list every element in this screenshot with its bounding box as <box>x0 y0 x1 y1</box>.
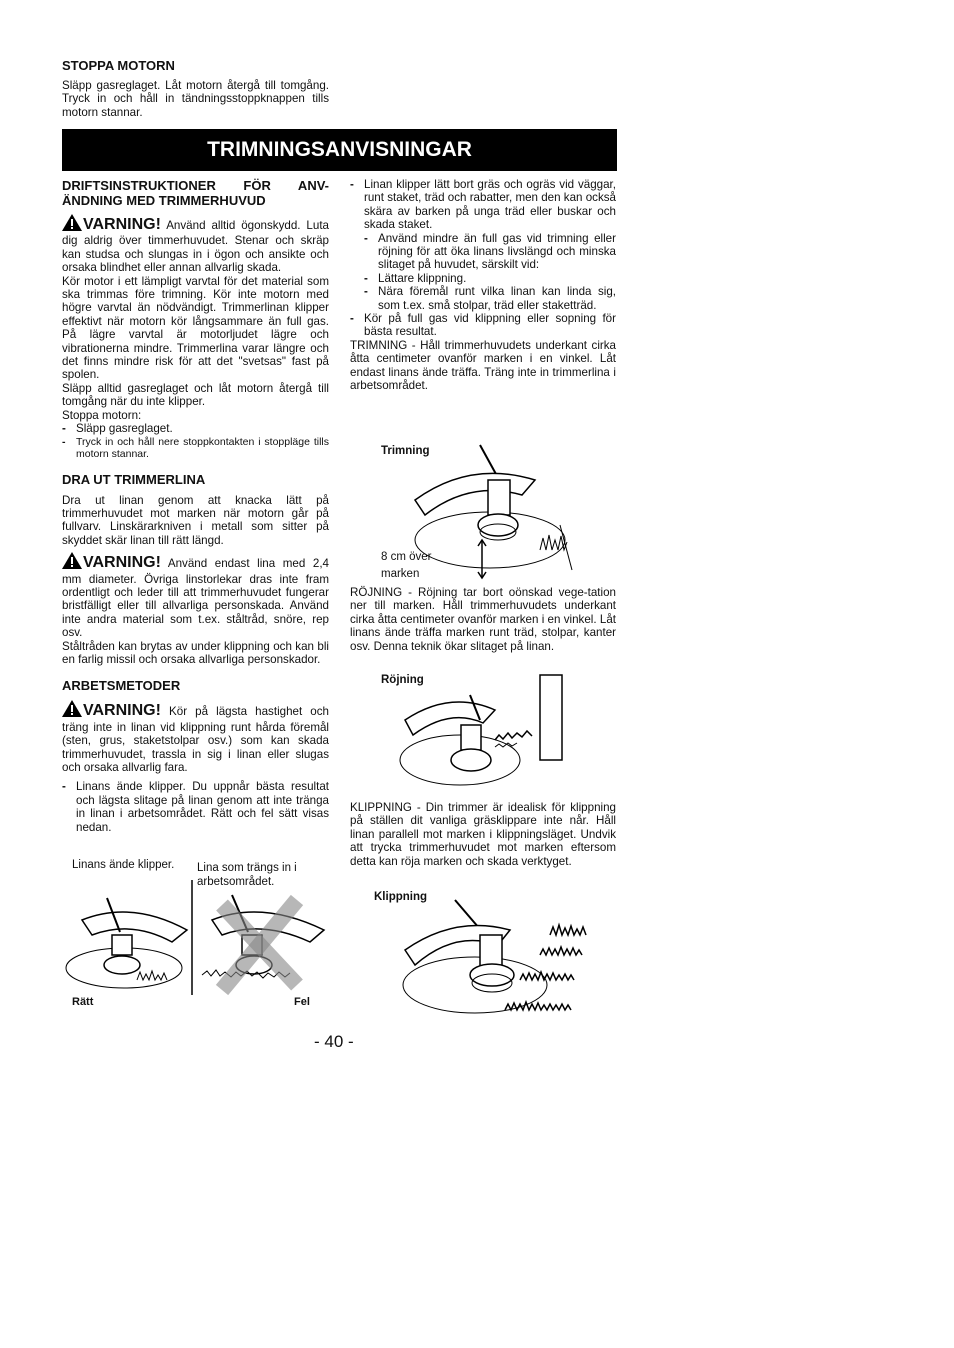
warning-triangle-icon <box>62 700 82 720</box>
rojning-section <box>350 586 616 653</box>
dra-text: Dra ut linan genom att knacka lätt på trimmerhuvudet mot marken när motorn går på fullvarv. Linskärarkniven i metall som sitter på skyddet skär linan till rätt längd. <box>62 493 329 547</box>
figure-label-fel-desc: Lina som trängs in i arbetsområdet. <box>197 862 297 888</box>
sub-list <box>350 232 616 312</box>
list-item: - Nära föremål runt vilka linan kan linda sig, som t.ex. små stolpar, träd eller staketträd. <box>364 285 616 312</box>
height-label: 8 cm över marken <box>381 551 432 580</box>
right-column <box>350 178 616 393</box>
stoppa-section <box>62 58 329 131</box>
stoppa-text: Släpp gasreglaget. Låt motorn återgå till tomgång. Tryck in och håll in tändningsstoppknappen tills motorn stannar. <box>62 79 329 119</box>
list-item: - Linan klipper lätt bort gräs och ogräs vid väggar, runt staket, träd och rabatter, men den kan också skära av barken på unga träd eller buskar och skada staket. <box>350 178 616 232</box>
warning-triangle-icon <box>62 214 82 234</box>
drift-heading: DRIFTSINSTRUKTIONER FÖR ANV-ÄNDNING MED TRIMMERHUVUD <box>62 178 329 208</box>
trimning-label: Trimning <box>381 445 430 457</box>
klippning-text: KLIPPNING - Din trimmer är idealisk för klippning på ställen dit vanliga gräsklippare inte når. Håll linan parallell mot marken i klippningsläget. Undvik att trycka trimmerhuvudet mot marken eftersom detta kan röja marken och skada verktyget. <box>350 801 616 868</box>
arbetsmetoder-heading: ARBETSMETODER <box>62 678 181 694</box>
klippning-figure <box>400 895 600 1030</box>
para-1: Kör motor i ett lämpligt varvtal för det material som ska trimmas före trimning. Kör inte motorn med högre varvtal än nödvändigt. Trimmerlinan klipper effektivt när motorn kör långsammare än full gas. På lägre varvtal är motorljudet lägre och vibrationerna mindre. Trimmerlina varar längre och det finns mindre risk för att det "svetsas" fast på spolen. <box>62 274 329 382</box>
warning-word: VARNING! <box>83 702 161 720</box>
section-banner: TRIMNINGSANVISNINGAR <box>62 129 617 171</box>
warning-1 <box>62 214 329 275</box>
para-4: Ståltråden kan brytas av under klippning och kan bli en farlig missil och orsaka allvarliga personskador. <box>62 639 329 666</box>
rojning-text: RÖJNING - Röjning tar bort oönskad vege-tation ner till marken. Håll trimmerhuvudets underkant cirka åtta centimeter ovanför marken i en vinkel. Låt linans ände träffa marken runt träd, stolpar, kanter osv. Denna teknik ökar slitaget på linan. <box>350 586 616 653</box>
dra-heading: DRA UT TRIMMERLINA <box>62 471 206 487</box>
warning-2 <box>62 552 329 639</box>
list-item: - Tryck in och håll nere stoppkontakten i stoppläge tills motorn stannar. <box>62 435 329 460</box>
warning-triangle-icon <box>62 552 82 572</box>
figure-label-ratt-desc: Linans ände klipper. <box>72 859 175 871</box>
warning-word: VARNING! <box>83 216 161 233</box>
rojning-figure <box>395 675 595 800</box>
warning-2-text: Använd endast lina med 2,4 mm diameter. Övriga linstorlekar dras inte fram ordentligt och leder till att trimmerhuvudet fungerar bristfälligt eller till allvarliga personskada. Använd inte andra material som t.ex. ståltråd, snöre, rep osv. <box>62 557 329 640</box>
stoppa-heading: STOPPA MOTORN <box>62 58 175 73</box>
klippning-section <box>350 801 616 868</box>
para-3: Stoppa motorn: <box>62 408 142 422</box>
label-ratt: Rätt <box>72 996 94 1008</box>
klippning-label: Klippning <box>374 891 428 903</box>
rojning-label: Röjning <box>381 674 424 686</box>
warning-1-text: Använd alltid ögonskydd. Luta dig aldrig över timmerhuvudet. Stenar och skräp kan studsa och slungas in i ögon och ansikte och orsaka blindhet eller annan allvarlig skada. <box>62 219 329 275</box>
figure-ratt-fel <box>62 880 332 1000</box>
page-number: - 40 - <box>314 1032 354 1051</box>
warning-word: VARNING! <box>83 554 161 572</box>
list-item: - Släpp gasreglaget. <box>62 422 173 436</box>
warning-3 <box>62 700 329 774</box>
left-column <box>62 178 329 834</box>
warning-3-text: Kör på lägsta hastighet och träng inte in linan vid klippning runt hårda föremål (sten, grus, staketstolpar osv.) som kan skada trimmerhuvudet, trassla in sig i linan eller slugas och orsaka allvarlig fara. <box>62 705 329 774</box>
trimning-text: TRIMNING - Håll trimmerhuvudets underkant cirka åtta centimeter ovanför marken i en vinkel. Låt endast linans ände träffa. Träng inte in trimmerlina i arbetsområdet. <box>350 338 616 393</box>
para-2: Släpp alltid gasreglaget och låt motorn återgå till tomgång när du inte klipper. <box>62 381 329 409</box>
list-item: - Linans ände klipper. Du uppnår bästa resultat och lägsta slitage på linan genom att inte tränga in linan i arbetsområdet. Rätt och fel sätt visas nedan. <box>62 780 329 834</box>
list-item: - Lättare klippning. <box>364 271 467 285</box>
label-fel: Fel <box>294 996 310 1008</box>
list-item: - Kör på full gas vid klippning eller sopning för bästa resultat. <box>350 312 616 339</box>
list-item: - Använd mindre än full gas vid trimning eller röjning för att öka linans livslängd och minska slitaget på huvudet, särskilt vid: <box>364 231 616 272</box>
